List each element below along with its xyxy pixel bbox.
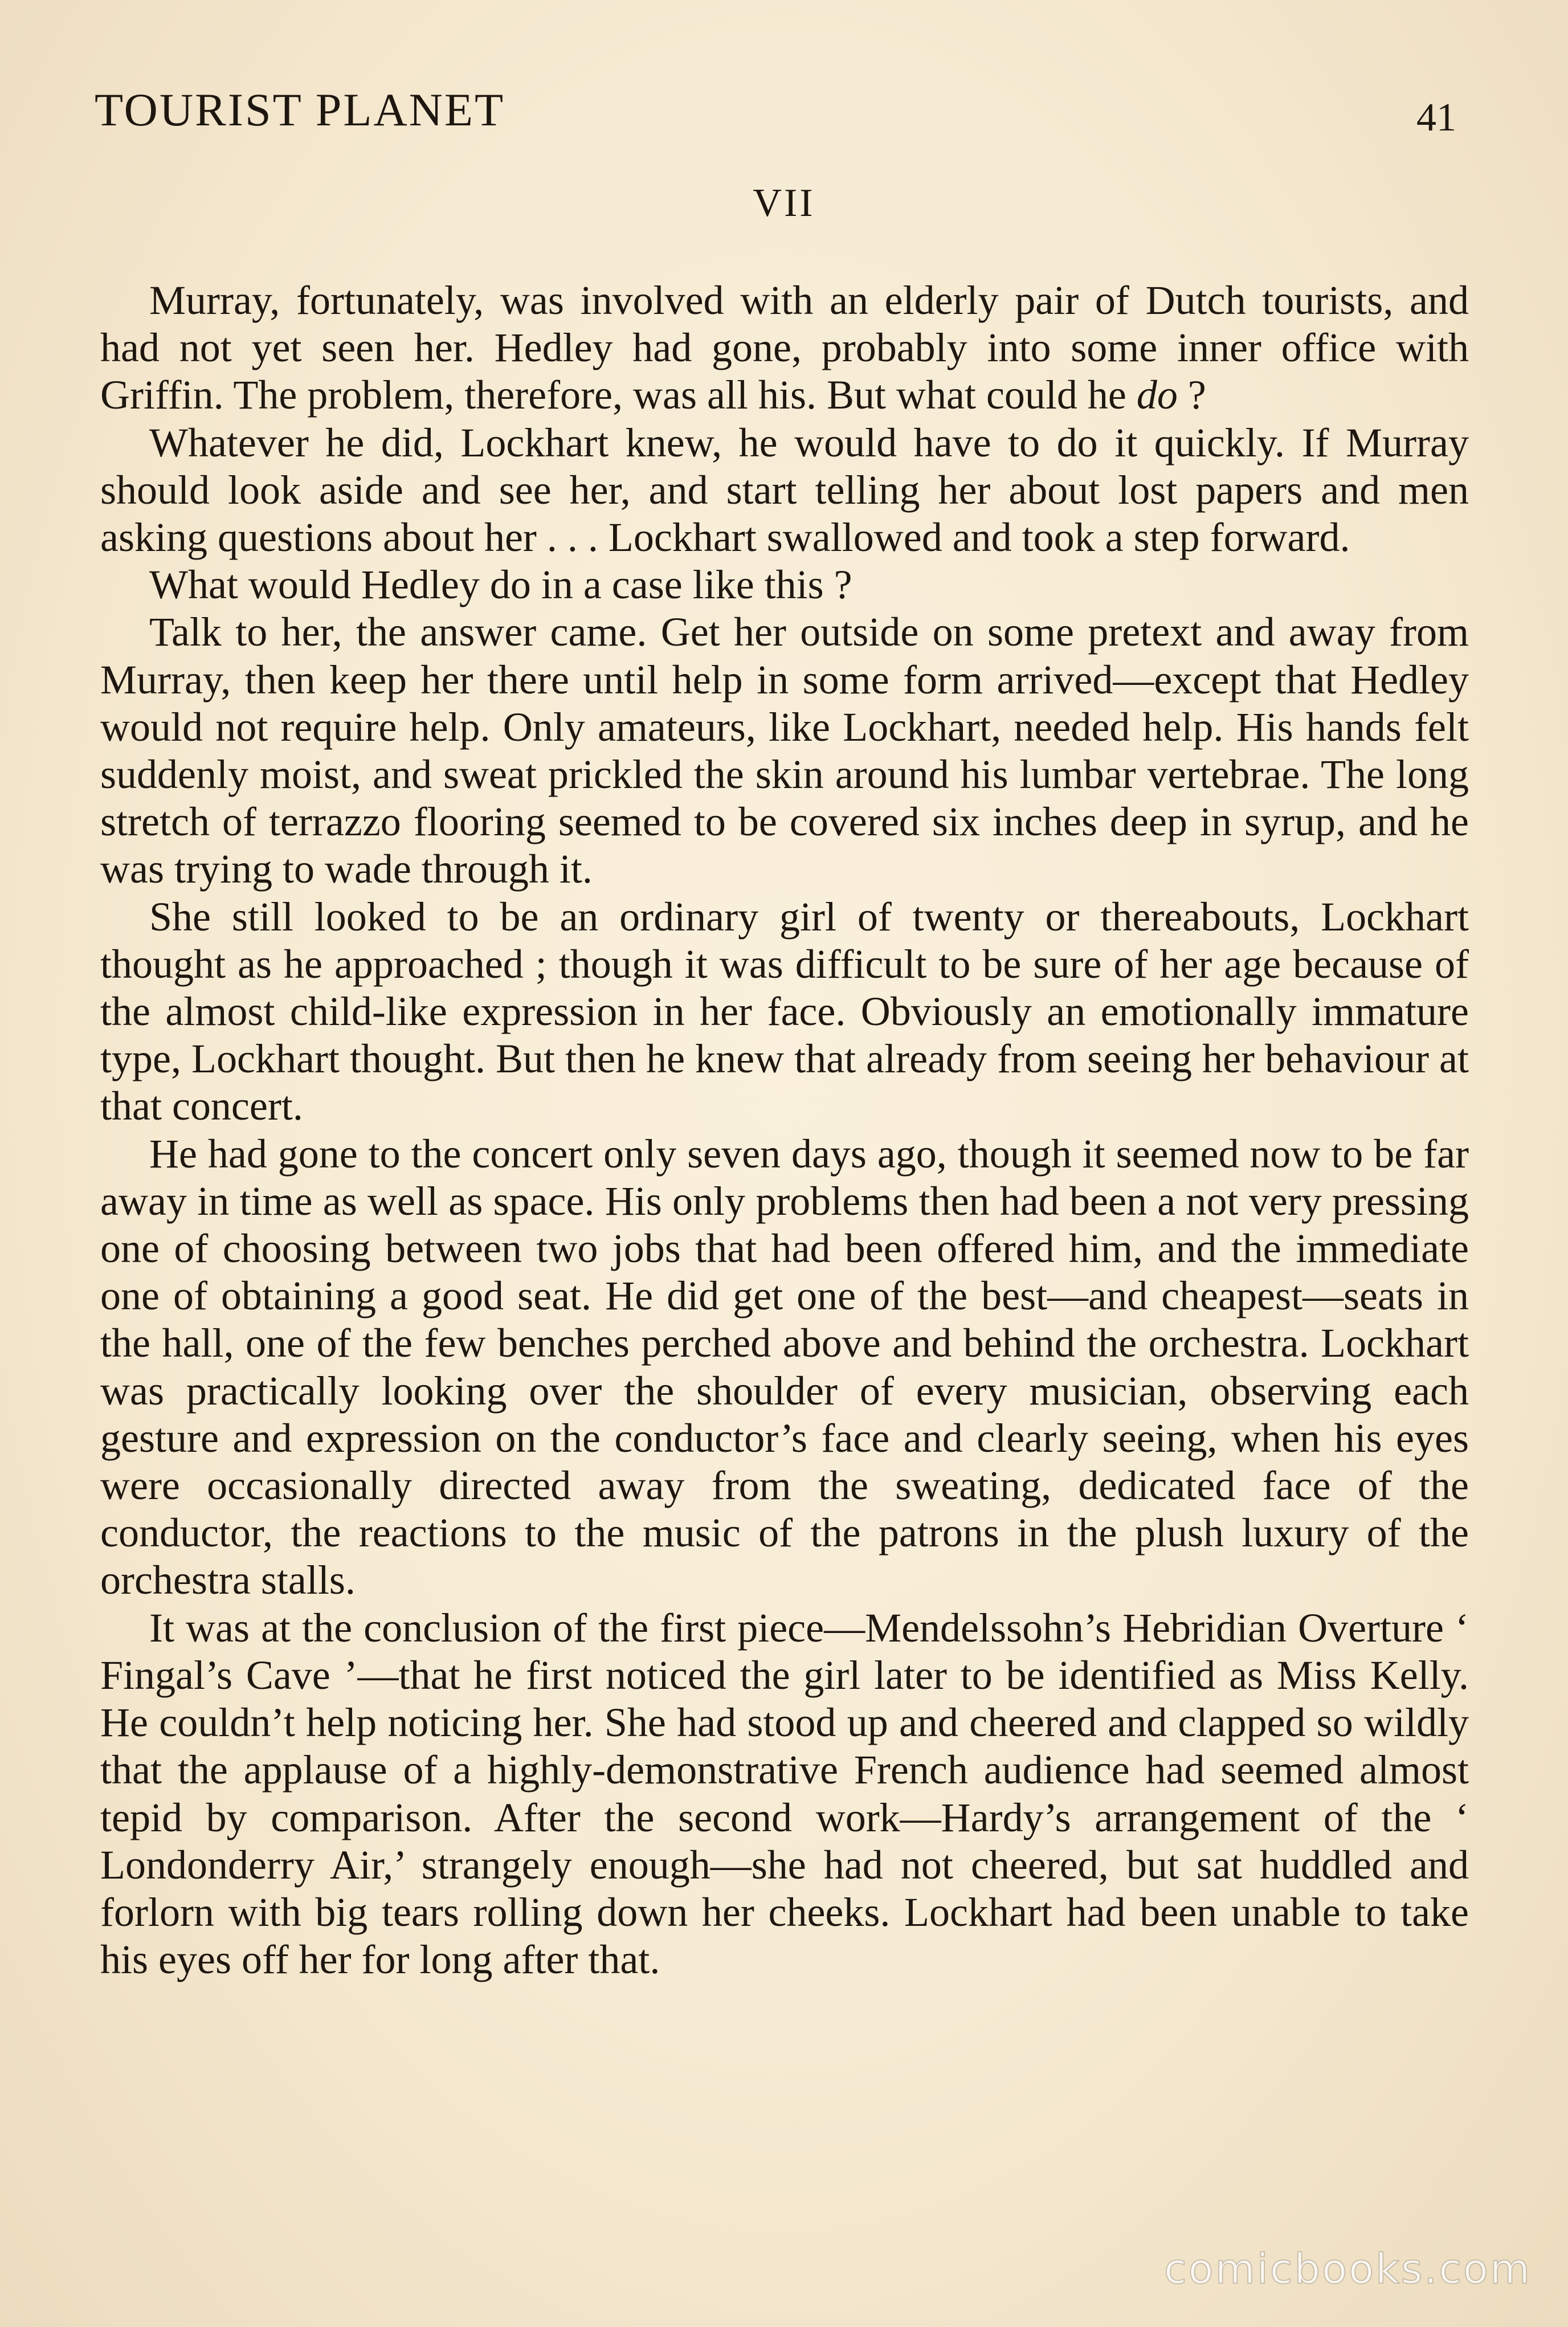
watermark: comicbooks.com: [1163, 2245, 1532, 2293]
running-title: TOURIST PLANET: [95, 84, 505, 136]
paragraph: It was at the conclusion of the first piece—Mendelssohn’s Hebridian Overture ‘ Fingal’s Cave ’—that he first noticed the girl later to be identified as Miss Kelly. He couldn’t help noticing her. She had stood up and cheered and clapped so wildly that the applause of a highly-demonstrative French audience had seemed almost tepid by comparison. After the second work—Hardy’s arrangement of the ‘ Londonderry Air,’ strangely enough—she had not cheered, but sat huddled and forlorn with big tears rolling down her cheeks. Lockhart had been unable to take his eyes off her for long after that.: [100, 1605, 1469, 1983]
page-number: 41: [1416, 96, 1456, 140]
paragraph: Whatever he did, Lockhart knew, he would have to do it quickly. If Murray should look aside and see her, and start telling her about lost papers and men asking questions about her . . . Lockhart swallowed and took a step forward.: [100, 419, 1469, 561]
body-text: [100, 277, 1469, 1983]
chapter-number: VII: [753, 181, 815, 225]
paragraph: He had gone to the concert only seven days ago, though it seemed now to be far away in time as well as space. His only problems then had been a not very pressing one of choosing between two jobs that had been offered him, and the immediate one of obtaining a good seat. He did get one of the best—and cheapest—seats in the hall, one of the few benches perched above and behind the orchestra. Lockhart was practically looking over the shoulder of every musician, observing each gesture and expression on the conductor’s face and clearly seeing, when his eyes were occasionally directed away from the sweating, dedicated face of the conductor, the reactions to the music of the patrons in the plush luxury of the orchestra stalls.: [100, 1130, 1469, 1603]
emphasis: do: [1136, 372, 1178, 418]
paragraph: What would Hedley do in a case like this ?: [149, 562, 852, 608]
paragraph: She still looked to be an ordinary girl of twenty or thereabouts, Lockhart thought as he approached ; though it was difficult to be sure of her age because of the almost child-like expression in her face. Obviously an emotionally immature type, Lockhart thought. But then he knew that already from seeing her behaviour at that concert.: [100, 893, 1469, 1129]
paragraph: Murray, fortunately, was involved with an elderly pair of Dutch tourists, and had not yet seen her. Hedley had gone, probably into some inner office with Griffin. The problem, therefore, was all his. But what could he do ?: [100, 277, 1469, 418]
paragraph: Talk to her, the answer came. Get her outside on some pretext and away from Murray, then keep her there until help in some form arrived—except that Hedley would not require help. Only amateurs, like Lockhart, needed help. His hands felt suddenly moist, and sweat prickled the skin around his lumbar vertebrae. The long stretch of terrazzo flooring seemed to be covered six inches deep in syrup, and he was trying to wade through it.: [100, 609, 1469, 892]
